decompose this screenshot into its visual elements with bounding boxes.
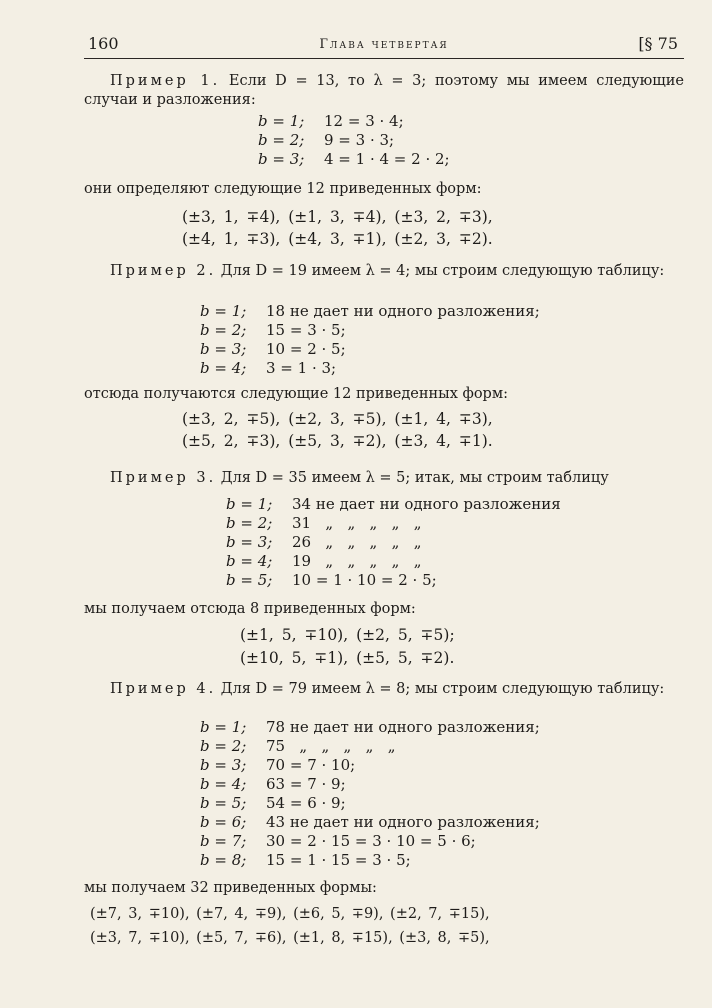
example-3-forms-line-1: (±1, 5, ∓10), (±2, 5, ∓5); — [240, 626, 455, 644]
example-3-after: мы получаем отсюда 8 приведенных форм: — [84, 601, 416, 617]
example-1-intro — [84, 72, 684, 110]
header-rule — [84, 58, 684, 59]
table-row: b = 3; 4 = 1 · 4 = 2 · 2; — [258, 150, 450, 168]
example-4-forms-line-2: (±3, 7, ∓10), (±5, 7, ∓6), (±1, 8, ∓15), (±3, 8, ∓5), — [90, 930, 490, 946]
table-row: b = 5; 10 = 1 · 10 = 2 · 5; — [226, 571, 437, 589]
table-row: b = 1; 12 = 3 · 4; — [258, 112, 404, 130]
example-4-text: Для D = 79 имеем λ = 8; мы строим следующую таблицу: — [216, 681, 665, 697]
table-row: b = 1; 78 не дает ни одного разложения; — [200, 718, 540, 736]
example-3-intro — [110, 470, 609, 486]
table-row: b = 1; 18 не дает ни одного разложения; — [200, 302, 540, 320]
example-1-text: Если D = 13, то λ = 3; поэтому мы имеем следующие случаи и разложения: — [84, 73, 684, 108]
table-row: b = 5; 54 = 6 · 9; — [200, 794, 346, 812]
table-row: b = 4; 63 = 7 · 9; — [200, 775, 346, 793]
example-2-after: отсюда получаются следующие 12 приведенных форм: — [84, 386, 509, 402]
table-row: b = 4; 3 = 1 · 3; — [200, 359, 337, 377]
example-4-label: Пример 4. — [110, 681, 217, 697]
example-1-forms-line-2: (±4, 1, ∓3), (±4, 3, ∓1), (±2, 3, ∓2). — [182, 230, 493, 248]
table-row: b = 3; 70 = 7 · 10; — [200, 756, 356, 774]
table-row: b = 2; 75 „ „ „ „ „ — [200, 737, 396, 755]
table-row: b = 4; 19 „ „ „ „ „ — [226, 552, 422, 570]
table-row: b = 2; 31 „ „ „ „ „ — [226, 514, 422, 532]
table-row: b = 1; 34 не дает ни одного разложения — [226, 495, 561, 513]
example-2-intro — [84, 262, 684, 281]
chapter-title: Глава четвертая — [319, 37, 449, 52]
table-row: b = 8; 15 = 1 · 15 = 3 · 5; — [200, 851, 411, 869]
section-number: [§ 75 — [638, 34, 678, 53]
example-2-label: Пример 2. — [110, 263, 217, 279]
example-2-forms-line-2: (±5, 2, ∓3), (±5, 3, ∓2), (±3, 4, ∓1). — [182, 432, 493, 450]
page-header — [84, 28, 684, 58]
example-2-text: Для D = 19 имеем λ = 4; мы строим следующую таблицу: — [216, 263, 665, 279]
table-row: b = 2; 15 = 3 · 5; — [200, 321, 346, 339]
example-3-text: Для D = 35 имеем λ = 5; итак, мы строим таблицу — [216, 470, 609, 486]
table-row: b = 7; 30 = 2 · 15 = 3 · 10 = 5 · 6; — [200, 832, 476, 850]
example-3-label: Пример 3. — [110, 470, 217, 486]
table-row: b = 3; 26 „ „ „ „ „ — [226, 533, 422, 551]
example-1-label: Пример 1. — [110, 73, 221, 89]
example-4-intro — [84, 680, 684, 699]
example-1-after: они определяют следующие 12 приведенных форм: — [84, 181, 482, 197]
example-2-forms-line-1: (±3, 2, ∓5), (±2, 3, ∓5), (±1, 4, ∓3), — [182, 410, 493, 428]
example-3-forms-line-2: (±10, 5, ∓1), (±5, 5, ∓2). — [240, 649, 455, 667]
page-number: 160 — [88, 34, 119, 53]
example-1-forms-line-1: (±3, 1, ∓4), (±1, 3, ∓4), (±3, 2, ∓3), — [182, 208, 493, 226]
table-row: b = 6; 43 не дает ни одного разложения; — [200, 813, 540, 831]
example-4-forms-line-1: (±7, 3, ∓10), (±7, 4, ∓9), (±6, 5, ∓9), (±2, 7, ∓15), — [90, 906, 490, 922]
table-row: b = 2; 9 = 3 · 3; — [258, 131, 395, 149]
table-row: b = 3; 10 = 2 · 5; — [200, 340, 346, 358]
example-4-after: мы получаем 32 приведенных формы: — [84, 880, 377, 896]
